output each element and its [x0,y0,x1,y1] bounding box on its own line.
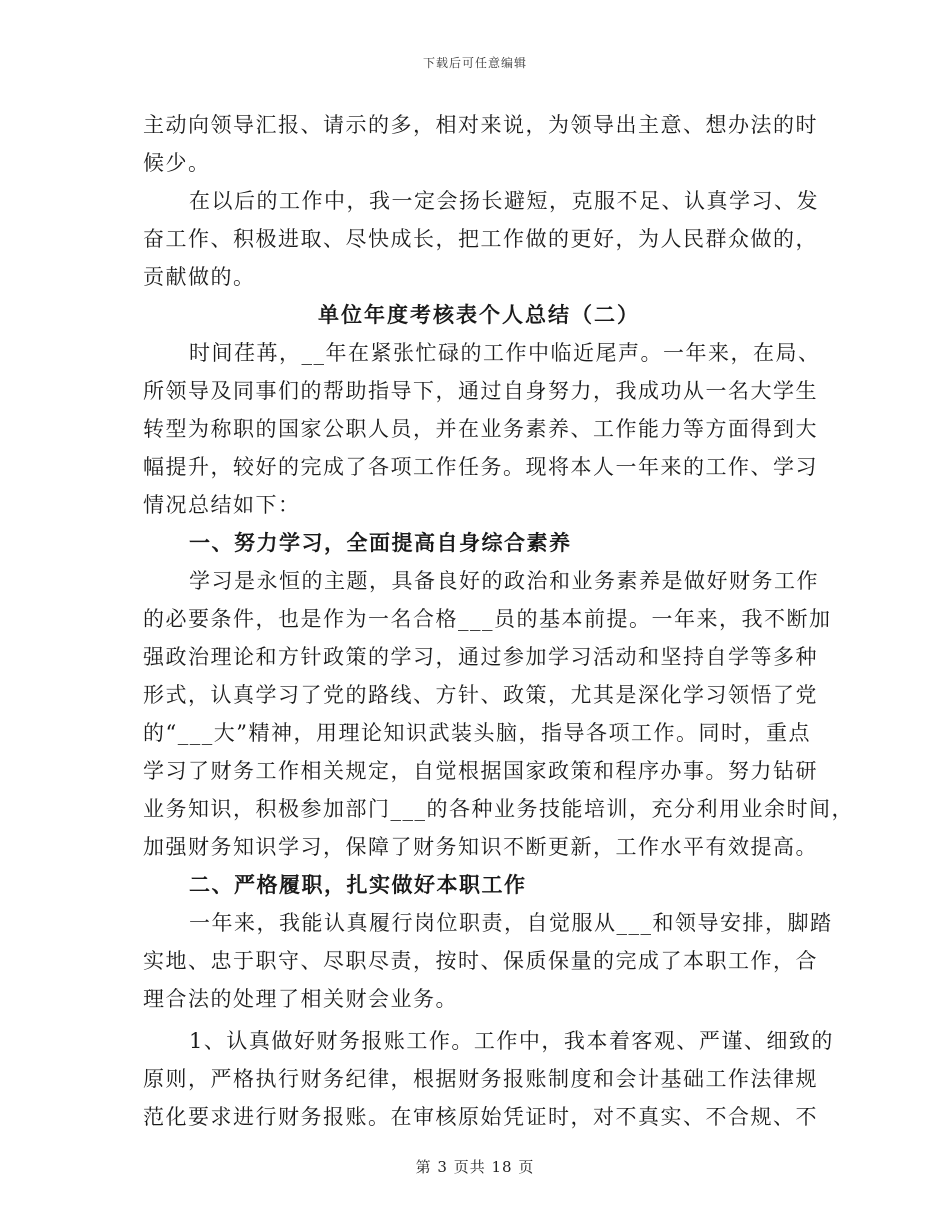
paragraph-line: 贡献做的。 [143,265,256,289]
paragraph-line: 所领导及同事们的帮助指导下，通过自身努力，我成功从一名大学生 [143,379,818,403]
page-header: 下载后可任意编辑 [422,56,527,70]
paragraph-line: 候少。 [143,151,211,175]
subsection-heading: 二、严格履职，扎实做好本职工作 [189,872,527,897]
paragraph-line: 时间荏苒，__年在紧张忙碌的工作中临近尾声。一年来，在局、 [189,341,821,365]
paragraph-line: 形式，认真学习了党的路线、方针、政策，尤其是深化学习领悟了党 [143,683,818,707]
paragraph-line: 理合法的处理了相关财会业务。 [143,987,458,1011]
paragraph-line: 奋工作、积极进取、尽快成长，把工作做的更好，为人民群众做的， [143,227,818,251]
paragraph-line: 主动向领导汇报、请示的多，相对来说，为领导出主意、想办法的时 [143,113,818,137]
paragraph-line: 实地、忠于职守、尽职尽责，按时、保质保量的完成了本职工作，合 [143,949,818,973]
paragraph-line: 学习是永恒的主题，具备良好的政治和业务素养是做好财务工作 [189,569,819,593]
paragraph-line: 情况总结如下： [143,493,301,517]
paragraph-line: 加强财务知识学习，保障了财务知识不断更新，工作水平有效提高。 [143,835,818,859]
section-title: 单位年度考核表个人总结（二） [318,302,640,327]
paragraph-line: 的“___大”精神，用理论知识武装头脑，指导各项工作。同时，重点 [143,721,811,745]
paragraph-line: 范化要求进行财务报账。在审核原始凭证时，对不真实、不合规、不 [143,1105,818,1129]
paragraph-line: 强政治理论和方针政策的学习，通过参加学习活动和坚持自学等多种 [143,645,818,669]
document-body [143,106,854,1136]
paragraph-line: 学习了财务工作相关规定，自觉根据国家政策和程序办事。努力钻研 [143,759,818,783]
paragraph-line: 1、认真做好财务报账工作。工作中，我本着客观、严谨、细致的 [189,1029,834,1053]
page-footer: 第 3 页共 18 页 [415,1158,535,1176]
paragraph-line: 原则，严格执行财务纪律，根据财务报账制度和会计基础工作法律规 [143,1067,818,1091]
paragraph-line: 在以后的工作中，我一定会扬长避短，克服不足、认真学习、发 [189,189,819,213]
paragraph-line: 一年来，我能认真履行岗位职责，自觉服从___和领导安排，脚踏 [189,911,833,935]
paragraph-line: 转型为称职的国家公职人员，并在业务素养、工作能力等方面得到大 [143,417,818,441]
paragraph-line: 业务知识，积极参加部门___的各种业务技能培训，充分利用业余时间， [143,797,854,821]
paragraph-line: 幅提升，较好的完成了各项工作任务。现将本人一年来的工作、学习 [143,455,818,479]
paragraph-line: 的必要条件，也是作为一名合格___员的基本前提。一年来，我不断加 [143,607,832,631]
subsection-heading: 一、努力学习，全面提高自身综合素养 [189,530,572,555]
